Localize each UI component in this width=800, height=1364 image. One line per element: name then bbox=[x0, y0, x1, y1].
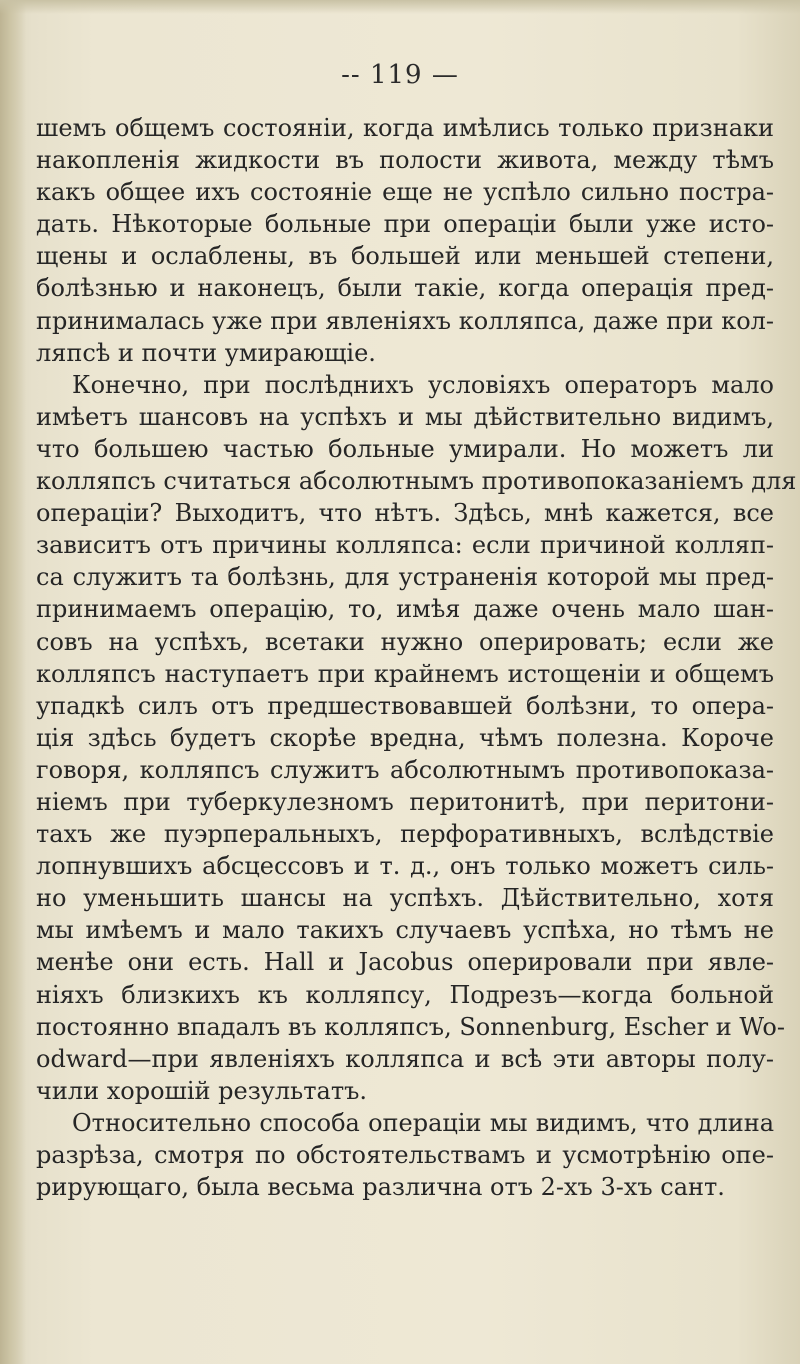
text-line: щены и ослаблены, въ большей или меньшей степени, bbox=[36, 242, 774, 271]
text-line: упадкѣ силъ отъ предшествовавшей болѣзни, то опера- bbox=[36, 691, 774, 720]
text-line: лопнувшихъ абсцессовъ и т. д., онъ только можетъ силь- bbox=[36, 852, 774, 881]
text-line: Относительно способа операціи мы видимъ, что длина bbox=[72, 1108, 774, 1137]
text-line: мы имѣемъ и мало такихъ случаевъ успѣха, но тѣмъ не bbox=[36, 916, 774, 945]
text-line: odward—при явленіяхъ колляпса и всѣ эти авторы полу- bbox=[36, 1044, 774, 1073]
text-line: шемъ общемъ состояніи, когда имѣлись только признаки bbox=[36, 114, 774, 142]
text-line: болѣзнью и наконецъ, были такіе, когда операція пред- bbox=[36, 274, 774, 303]
text-line: операціи? Выходитъ, что нѣтъ. Здѣсь, мнѣ кажется, все bbox=[36, 499, 774, 528]
text-line: дать. Нѣкоторые больные при операціи были уже исто- bbox=[36, 210, 774, 239]
text-line: са служитъ та болѣзнь, для устраненія которой мы пред- bbox=[36, 563, 774, 592]
text-line: накопленія жидкости въ полости живота, между тѣмъ bbox=[36, 146, 774, 175]
paragraph-3 bbox=[36, 1107, 774, 1203]
text-line: какъ общее ихъ состояніе еще не успѣло сильно постра- bbox=[36, 178, 774, 207]
text-line: ніемъ при туберкулезномъ перитонитѣ, при перитони- bbox=[36, 787, 774, 816]
text-line: зависитъ отъ причины колляпса: если причиной колляп- bbox=[36, 531, 774, 560]
text-line: тахъ же пуэрперальныхъ, перфоративныхъ, вслѣдствіе bbox=[36, 820, 774, 849]
text-line: постоянно впадалъ въ колляпсъ, Sonnenburg, Escher и Wo- bbox=[36, 1012, 785, 1041]
text-line: чили хорошій результатъ. bbox=[36, 1076, 367, 1105]
paragraph-1 bbox=[36, 112, 774, 369]
text-line: Конечно, при послѣднихъ условіяхъ операторъ мало bbox=[72, 370, 774, 399]
page-left-edge-shadow bbox=[0, 0, 26, 1364]
text-line: рирующаго, была весьма различна отъ 2-хъ 3-хъ сант. bbox=[36, 1173, 725, 1202]
text-line: ніяхъ близкихъ къ колляпсу, Подрезъ—когда больной bbox=[36, 980, 774, 1009]
text-line: принимаемъ операцію, то, имѣя даже очень мало шан- bbox=[36, 595, 774, 624]
paragraph-2 bbox=[36, 369, 797, 1107]
text-line: совъ на успѣхъ, всетаки нужно оперировать; если же bbox=[36, 627, 774, 656]
text-line: ція здѣсь будетъ скорѣе вредна, чѣмъ полезна. Короче bbox=[36, 723, 774, 752]
text-line: что большею частью больные умирали. Но можетъ ли bbox=[36, 434, 774, 463]
text-line: колляпсъ считаться абсолютнымъ противопоказаніемъ для bbox=[36, 467, 797, 496]
text-line: принималась уже при явленіяхъ колляпса, даже при кол- bbox=[36, 306, 774, 335]
body-text bbox=[36, 112, 797, 1203]
text-line: разрѣза, смотря по обстоятельствамъ и усмотрѣнію опе- bbox=[36, 1141, 774, 1169]
text-line: но уменьшить шансы на успѣхъ. Дѣйствительно, хотя bbox=[36, 884, 774, 913]
text-line: говоря, колляпсъ служитъ абсолютнымъ противопоказа- bbox=[36, 755, 774, 784]
text-line: имѣетъ шансовъ на успѣхъ и мы дѣйствительно видимъ, bbox=[36, 402, 774, 431]
text-line: менѣе они есть. Hall и Jacobus оперировали при явле- bbox=[36, 948, 774, 977]
page-top-edge-shadow bbox=[0, 0, 800, 14]
page-number: -- 119 — bbox=[341, 60, 459, 90]
text-line: ляпсѣ и почти умирающіе. bbox=[36, 338, 376, 367]
text-line: колляпсъ наступаетъ при крайнемъ истощеніи и общемъ bbox=[36, 659, 774, 688]
